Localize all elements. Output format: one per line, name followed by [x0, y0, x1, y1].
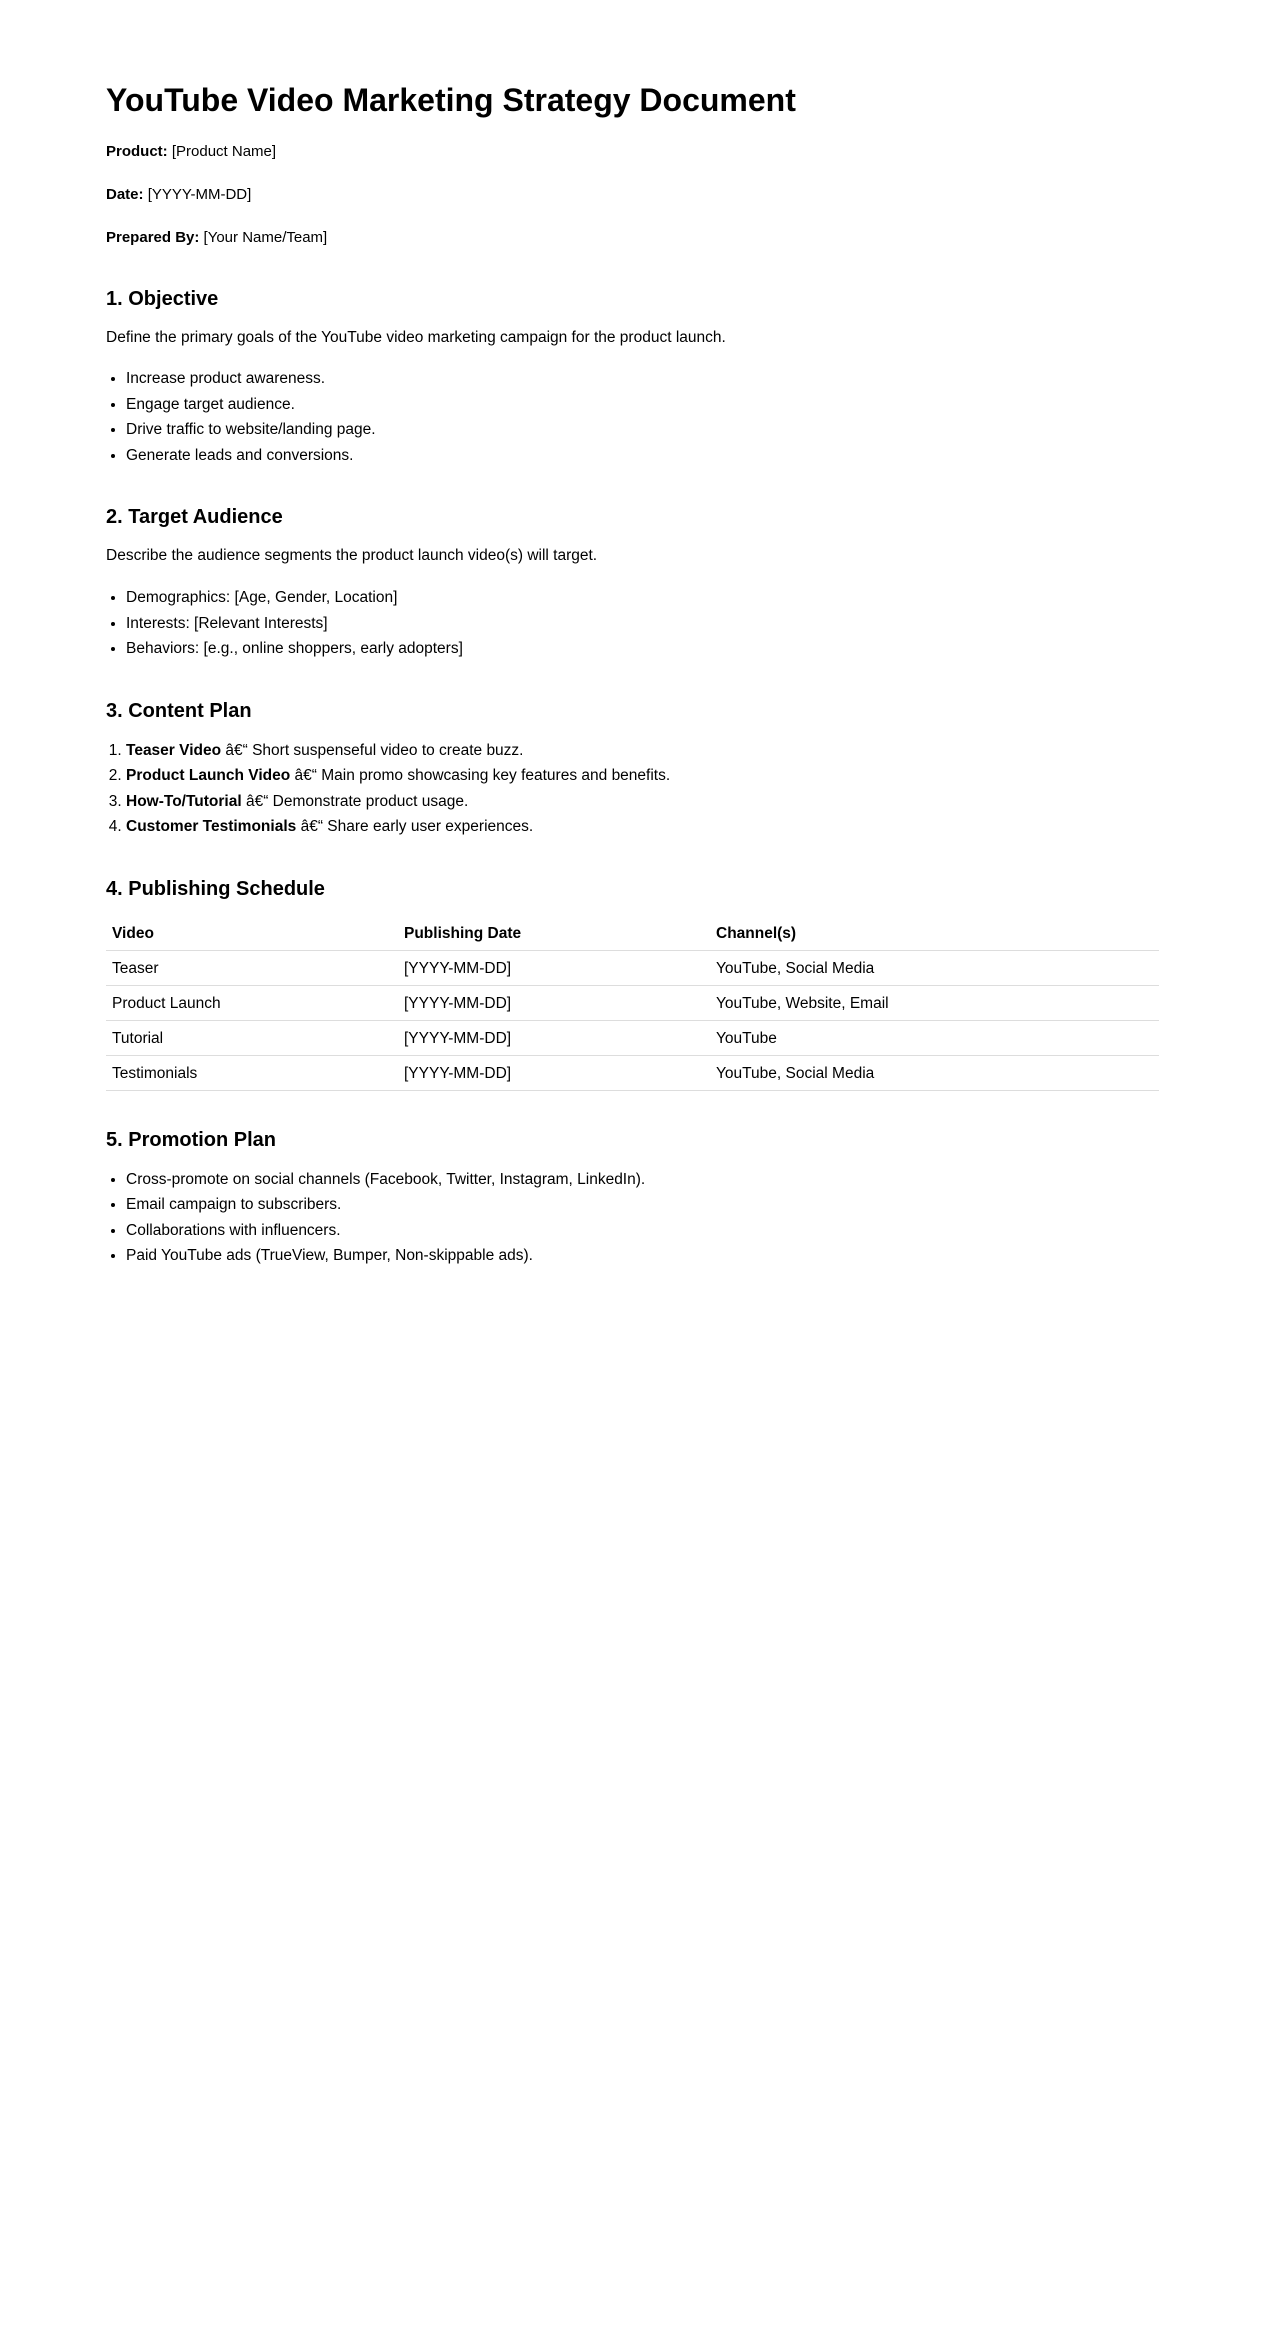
table-row [106, 1020, 1159, 1055]
section-heading: 2. Target Audience [106, 506, 283, 529]
list-item: • Interests: [Relevant Interests] [126, 611, 1158, 637]
section-heading: 1. Objective [106, 287, 219, 310]
section-objective [106, 286, 1158, 469]
meta-product [106, 140, 1158, 164]
list-item: • Paid YouTube ads (TrueView, Bumper, Non-skippable ads). [126, 1243, 1158, 1269]
section-heading: 4. Publishing Schedule [106, 877, 325, 900]
meta-date [106, 183, 1158, 207]
list-item: • Demographics: [Age, Gender, Location] [126, 585, 1158, 611]
list-item: • Collaborations with influencers. [126, 1218, 1158, 1244]
list-item [126, 738, 1158, 764]
promotion-list [106, 1167, 1158, 1269]
cell-video: Product Launch [106, 985, 398, 1020]
item-text: â€“ Share early user experiences. [296, 818, 534, 836]
list-item: • Email campaign to subscribers. [126, 1192, 1158, 1218]
item-title: How-To/Tutorial [126, 792, 242, 810]
cell-date: [YYYY-MM-DD] [398, 950, 710, 985]
cell-video: Testimonials [106, 1055, 398, 1090]
item-text: â€“ Main promo showcasing key features and benefits. [290, 767, 671, 785]
column-header-channels: Channel(s) [710, 916, 1159, 951]
meta-value: [Your Name/Team] [203, 228, 328, 246]
list-item: • Behaviors: [e.g., online shoppers, early adopters] [126, 636, 1158, 662]
meta-value: [YYYY-MM-DD] [147, 185, 252, 203]
item-text: â€“ Demonstrate product usage. [241, 792, 469, 810]
cell-channels: YouTube, Website, Email [710, 985, 1159, 1020]
section-content-plan [106, 698, 1158, 840]
section-target-audience [106, 504, 1158, 661]
list-item: • Generate leads and conversions. [126, 443, 1158, 469]
item-title: Product Launch Video [126, 767, 291, 785]
meta-prepared-by [106, 226, 1158, 250]
section-publishing-schedule [106, 876, 1158, 1091]
cell-video: Tutorial [106, 1020, 398, 1055]
cell-video: Teaser [106, 950, 398, 985]
meta-value: [Product Name] [171, 142, 277, 160]
section-heading: 5. Promotion Plan [106, 1128, 277, 1151]
table-row [106, 1055, 1159, 1090]
list-item [126, 763, 1158, 789]
table-header-row [106, 916, 1159, 951]
section-description: Describe the audience segments the product launch video(s) will target. [106, 547, 598, 565]
section-promotion-plan [106, 1127, 1158, 1269]
item-title: Teaser Video [126, 741, 222, 759]
cell-date: [YYYY-MM-DD] [398, 985, 710, 1020]
cell-channels: YouTube, Social Media [710, 1055, 1159, 1090]
item-title: Customer Testimonials [126, 818, 297, 836]
cell-channels: YouTube, Social Media [710, 950, 1159, 985]
objective-list [106, 366, 1158, 468]
meta-label: Product: [106, 142, 168, 160]
content-list [106, 738, 1158, 840]
table-row [106, 950, 1159, 985]
list-item: • Cross-promote on social channels (Facebook, Twitter, Instagram, LinkedIn). [126, 1167, 1158, 1193]
audience-list [106, 585, 1158, 662]
section-description: Define the primary goals of the YouTube video marketing campaign for the product launch. [106, 328, 726, 346]
cell-date: [YYYY-MM-DD] [398, 1020, 710, 1055]
list-item: • Increase product awareness. [126, 366, 1158, 392]
list-item [126, 789, 1158, 815]
list-item: • Engage target audience. [126, 392, 1158, 418]
column-header-date: Publishing Date [398, 916, 710, 951]
meta-label: Date: [106, 185, 144, 203]
meta-label: Prepared By: [106, 228, 200, 246]
cell-channels: YouTube [710, 1020, 1159, 1055]
column-header-video: Video [106, 916, 398, 951]
list-item [126, 814, 1158, 840]
item-text: â€“ Short suspenseful video to create buzz. [221, 741, 524, 759]
schedule-table [106, 916, 1159, 1091]
section-heading: 3. Content Plan [106, 699, 252, 722]
list-item: • Drive traffic to website/landing page. [126, 417, 1158, 443]
document-title: YouTube Video Marketing Strategy Document [106, 82, 796, 118]
cell-date: [YYYY-MM-DD] [398, 1055, 710, 1090]
table-row [106, 985, 1159, 1020]
